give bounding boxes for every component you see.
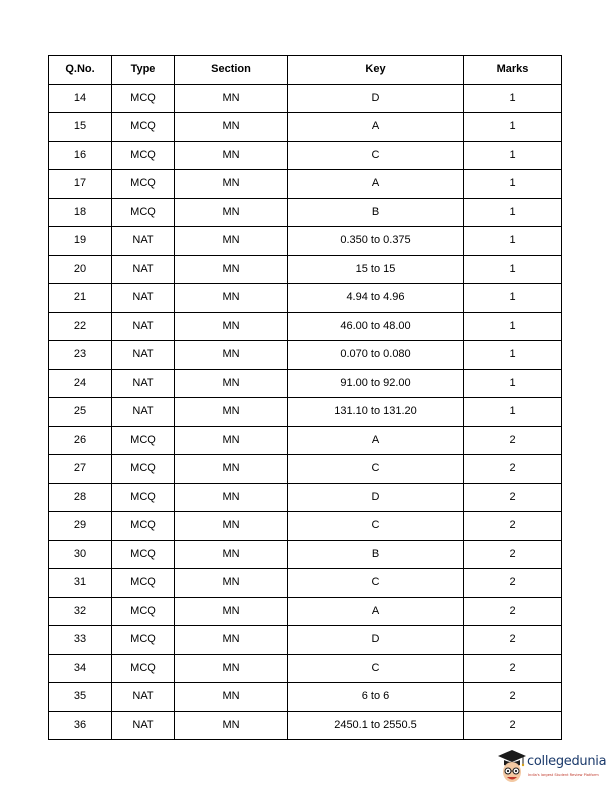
table-row: [49, 483, 562, 512]
cell-marks: 2: [464, 455, 562, 484]
cell-key: 6 to 6: [288, 683, 464, 712]
cell-qno: 14: [49, 84, 112, 113]
cell-qno: 35: [49, 683, 112, 712]
cell-key: C: [288, 455, 464, 484]
cell-qno: 33: [49, 626, 112, 655]
cell-key: D: [288, 84, 464, 113]
cell-type: NAT: [112, 341, 175, 370]
cell-marks: 2: [464, 512, 562, 541]
cell-section: MN: [175, 198, 288, 227]
table-row: [49, 597, 562, 626]
cell-section: MN: [175, 569, 288, 598]
cell-qno: 26: [49, 426, 112, 455]
table-row: [49, 341, 562, 370]
cell-key: C: [288, 569, 464, 598]
table-row: [49, 654, 562, 683]
cell-type: MCQ: [112, 597, 175, 626]
cell-marks: 1: [464, 84, 562, 113]
cell-key: 15 to 15: [288, 255, 464, 284]
table-row: [49, 141, 562, 170]
cell-qno: 21: [49, 284, 112, 313]
cell-section: MN: [175, 227, 288, 256]
header-type: Type: [112, 56, 175, 85]
cell-section: MN: [175, 483, 288, 512]
cell-marks: 1: [464, 141, 562, 170]
cell-marks: 1: [464, 284, 562, 313]
cell-qno: 20: [49, 255, 112, 284]
table-row: [49, 426, 562, 455]
cell-marks: 2: [464, 683, 562, 712]
header-qno: Q.No.: [49, 56, 112, 85]
cell-type: NAT: [112, 312, 175, 341]
cell-qno: 28: [49, 483, 112, 512]
cell-marks: 1: [464, 113, 562, 142]
cell-marks: 2: [464, 569, 562, 598]
cell-key: C: [288, 512, 464, 541]
cell-type: NAT: [112, 255, 175, 284]
header-marks: Marks: [464, 56, 562, 85]
cell-qno: 25: [49, 398, 112, 427]
cell-marks: 2: [464, 483, 562, 512]
cell-section: MN: [175, 711, 288, 740]
cell-section: MN: [175, 284, 288, 313]
table-row: [49, 711, 562, 740]
cell-key: 46.00 to 48.00: [288, 312, 464, 341]
logo-tagline: India's largest Student Review Platform: [528, 773, 599, 777]
cell-marks: 1: [464, 369, 562, 398]
cell-section: MN: [175, 540, 288, 569]
cell-marks: 1: [464, 312, 562, 341]
header-key: Key: [288, 56, 464, 85]
cell-type: NAT: [112, 369, 175, 398]
cell-section: MN: [175, 170, 288, 199]
cell-key: A: [288, 113, 464, 142]
table-row: [49, 170, 562, 199]
cell-marks: 2: [464, 654, 562, 683]
cell-section: MN: [175, 84, 288, 113]
cell-key: D: [288, 483, 464, 512]
table-row: [49, 683, 562, 712]
table-row: [49, 284, 562, 313]
cell-section: MN: [175, 369, 288, 398]
cell-section: MN: [175, 426, 288, 455]
cell-marks: 2: [464, 597, 562, 626]
cell-key: 0.070 to 0.080: [288, 341, 464, 370]
table-row: [49, 198, 562, 227]
cell-qno: 32: [49, 597, 112, 626]
cell-type: MCQ: [112, 540, 175, 569]
table-row: [49, 455, 562, 484]
cell-marks: 2: [464, 540, 562, 569]
table-row: [49, 312, 562, 341]
cell-type: MCQ: [112, 512, 175, 541]
cell-type: MCQ: [112, 84, 175, 113]
cell-key: 91.00 to 92.00: [288, 369, 464, 398]
cell-qno: 23: [49, 341, 112, 370]
cell-type: NAT: [112, 284, 175, 313]
cell-type: NAT: [112, 398, 175, 427]
table-row: [49, 512, 562, 541]
table-row: [49, 113, 562, 142]
cell-type: MCQ: [112, 455, 175, 484]
cell-section: MN: [175, 398, 288, 427]
cell-type: MCQ: [112, 113, 175, 142]
cell-section: MN: [175, 512, 288, 541]
cell-key: A: [288, 597, 464, 626]
cell-key: C: [288, 141, 464, 170]
cell-section: MN: [175, 626, 288, 655]
cell-key: A: [288, 426, 464, 455]
cell-qno: 27: [49, 455, 112, 484]
cell-qno: 15: [49, 113, 112, 142]
cell-marks: 1: [464, 227, 562, 256]
cell-section: MN: [175, 654, 288, 683]
cell-section: MN: [175, 312, 288, 341]
cell-key: 131.10 to 131.20: [288, 398, 464, 427]
cell-key: D: [288, 626, 464, 655]
cell-marks: 2: [464, 426, 562, 455]
table-row: [49, 84, 562, 113]
cell-type: NAT: [112, 711, 175, 740]
cell-key: 2450.1 to 2550.5: [288, 711, 464, 740]
table-row: [49, 227, 562, 256]
cell-qno: 31: [49, 569, 112, 598]
mascot-graduation-cap-icon: [497, 748, 527, 786]
cell-section: MN: [175, 255, 288, 284]
cell-marks: 2: [464, 711, 562, 740]
cell-type: MCQ: [112, 141, 175, 170]
collegedunia-logo: [497, 748, 609, 788]
table-row: [49, 540, 562, 569]
cell-key: 0.350 to 0.375: [288, 227, 464, 256]
table-row: [49, 369, 562, 398]
cell-marks: 1: [464, 341, 562, 370]
cell-section: MN: [175, 141, 288, 170]
cell-type: NAT: [112, 683, 175, 712]
cell-marks: 1: [464, 398, 562, 427]
cell-key: 4.94 to 4.96: [288, 284, 464, 313]
cell-marks: 1: [464, 255, 562, 284]
cell-type: MCQ: [112, 170, 175, 199]
cell-qno: 30: [49, 540, 112, 569]
cell-section: MN: [175, 113, 288, 142]
cell-qno: 29: [49, 512, 112, 541]
cell-key: B: [288, 540, 464, 569]
cell-marks: 1: [464, 198, 562, 227]
cell-qno: 22: [49, 312, 112, 341]
cell-type: MCQ: [112, 483, 175, 512]
cell-section: MN: [175, 455, 288, 484]
cell-type: MCQ: [112, 426, 175, 455]
cell-type: MCQ: [112, 569, 175, 598]
table-row: [49, 626, 562, 655]
cell-marks: 2: [464, 626, 562, 655]
cell-qno: 18: [49, 198, 112, 227]
table-row: [49, 569, 562, 598]
table-header-row: [49, 56, 562, 85]
logo-name: collegedunia: [527, 754, 607, 769]
cell-type: NAT: [112, 227, 175, 256]
cell-type: MCQ: [112, 198, 175, 227]
cell-key: A: [288, 170, 464, 199]
table-row: [49, 255, 562, 284]
cell-qno: 16: [49, 141, 112, 170]
cell-type: MCQ: [112, 654, 175, 683]
cell-marks: 1: [464, 170, 562, 199]
table-row: [49, 398, 562, 427]
cell-section: MN: [175, 683, 288, 712]
answer-key-table: [48, 55, 562, 740]
cell-key: B: [288, 198, 464, 227]
cell-qno: 24: [49, 369, 112, 398]
cell-section: MN: [175, 341, 288, 370]
cell-qno: 36: [49, 711, 112, 740]
cell-qno: 17: [49, 170, 112, 199]
header-section: Section: [175, 56, 288, 85]
cell-key: C: [288, 654, 464, 683]
cell-section: MN: [175, 597, 288, 626]
cell-qno: 19: [49, 227, 112, 256]
cell-qno: 34: [49, 654, 112, 683]
cell-type: MCQ: [112, 626, 175, 655]
